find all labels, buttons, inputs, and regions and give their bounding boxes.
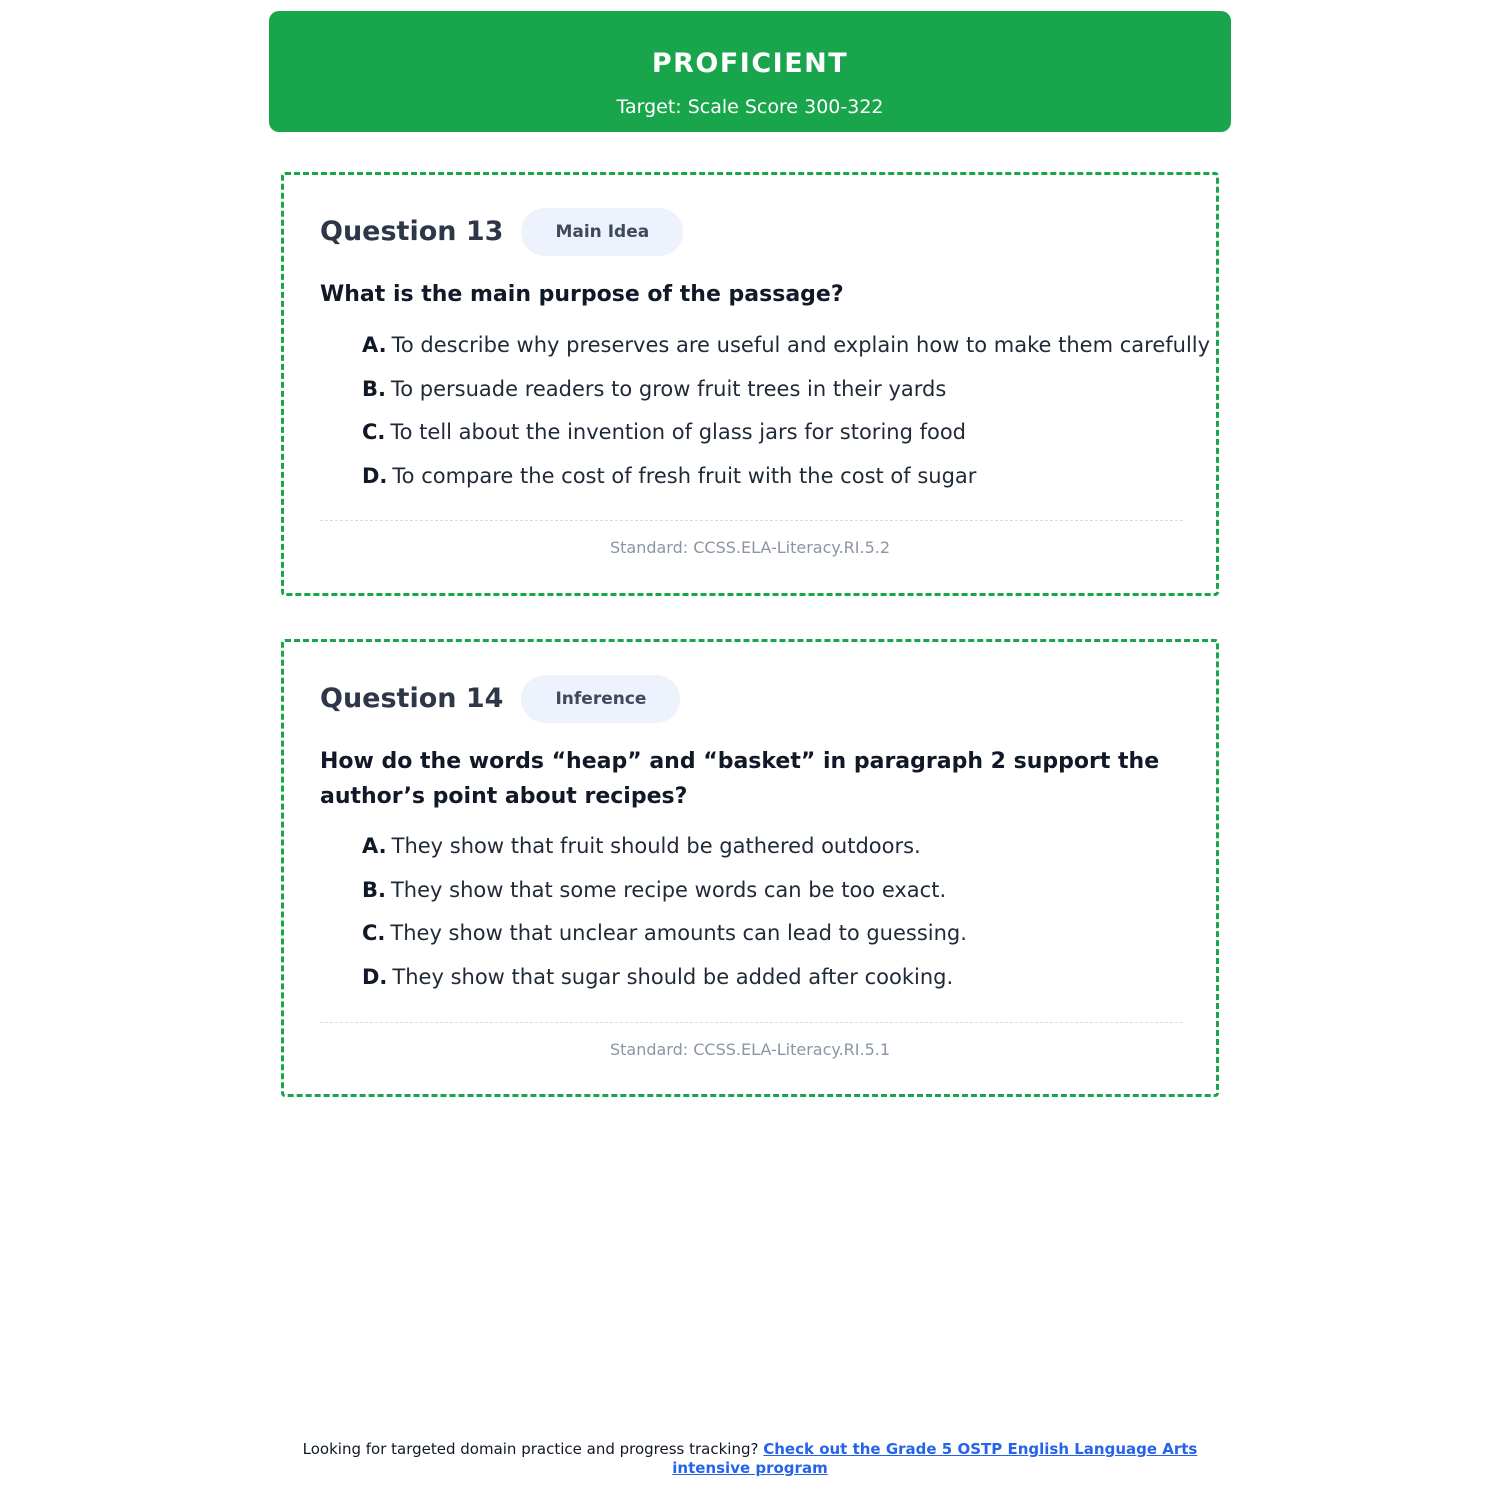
question-card-13 — [281, 172, 1219, 596]
choice-letter: D. — [362, 463, 388, 488]
level-banner — [269, 11, 1231, 132]
choice-c[interactable] — [362, 417, 1202, 461]
choice-list — [362, 330, 1211, 504]
program-link[interactable]: Check out the Grade 5 OSTP English Language Arts intensive program — [672, 1440, 1198, 1477]
choice-d[interactable] — [362, 962, 1202, 1006]
choice-text: To persuade readers to grow fruit trees in their yards — [390, 376, 947, 401]
choice-a[interactable] — [362, 330, 1211, 374]
choice-letter: B. — [362, 376, 386, 401]
choice-letter: D. — [362, 964, 388, 989]
choice-letter: C. — [362, 921, 386, 946]
choice-letter: A. — [362, 333, 387, 357]
footer-promo — [280, 1440, 1220, 1478]
question-text: What is the main purpose of the passage? — [320, 282, 844, 307]
choice-text: They show that fruit should be gathered outdoors. — [391, 834, 921, 858]
banner-title: PROFICIENT — [651, 48, 849, 79]
choice-d[interactable] — [362, 461, 1202, 505]
question-tag: Main Idea — [521, 208, 683, 256]
question-tag: Inference — [521, 675, 680, 723]
question-text: How do the words “heap” and “basket” in paragraph 2 support the author’s point about recipes? — [320, 749, 1160, 809]
choice-b[interactable] — [362, 374, 1202, 418]
choice-c[interactable] — [362, 918, 1202, 962]
choice-letter: B. — [362, 877, 386, 902]
choice-text: They show that sugar should be added after cooking. — [392, 964, 954, 989]
choice-text: To tell about the invention of glass jars for storing food — [390, 420, 967, 445]
choice-text: They show that some recipe words can be too exact. — [390, 877, 947, 902]
choice-letter: C. — [362, 420, 386, 445]
standard-label: Standard: CCSS.ELA-Literacy.RI.5.1 — [609, 1040, 891, 1059]
choice-a[interactable] — [362, 831, 1202, 875]
question-number: Question 14 — [320, 683, 504, 714]
choice-list — [362, 831, 1202, 1005]
choice-letter: A. — [362, 834, 387, 858]
choice-text: To compare the cost of fresh fruit with the cost of sugar — [392, 463, 977, 488]
question-card-14 — [281, 639, 1219, 1097]
footer-text: Looking for targeted domain practice and progress tracking? — [302, 1440, 759, 1458]
standard-label: Standard: CCSS.ELA-Literacy.RI.5.2 — [609, 538, 891, 557]
question-header — [320, 207, 683, 257]
choice-b[interactable] — [362, 875, 1202, 919]
choice-text: They show that unclear amounts can lead to guessing. — [390, 921, 967, 946]
divider — [320, 520, 1183, 521]
choice-text: To describe why preserves are useful and explain how to make them carefully — [391, 333, 1211, 357]
question-header — [320, 674, 680, 724]
question-number: Question 13 — [320, 216, 504, 247]
banner-subtitle: Target: Scale Score 300-322 — [616, 96, 884, 118]
divider — [320, 1022, 1183, 1023]
